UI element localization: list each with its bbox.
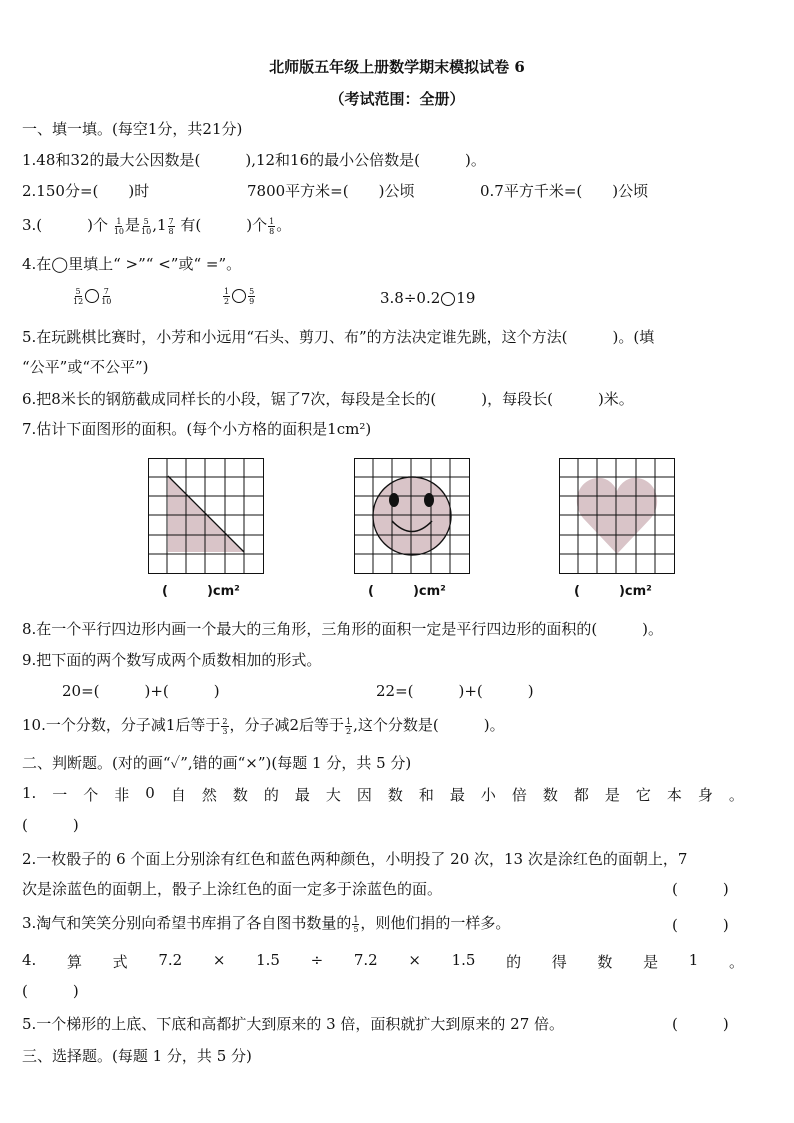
- q3-text-a: 3.( )个: [22, 216, 109, 234]
- eye-left: [389, 493, 399, 507]
- section-3-heading: 三、选择题。(每题 1 分，共 5 分): [22, 1047, 252, 1065]
- judge-question-1: 1. 一 个 非 0 自 然 数 的 最 大 因 数 和 最 小 倍 数 都 是 它 本 身 。: [22, 784, 744, 804]
- fraction: $\frac{2}{3}$: [222, 716, 228, 736]
- judge-answer-1[interactable]: ( ): [22, 816, 79, 834]
- judge-answer-2[interactable]: ( ): [672, 880, 729, 898]
- grid-figure-triangle: [148, 458, 264, 574]
- judge-question-2-line2: 次是涂蓝色的面朝上，骰子上涂红色的面一定多于涂蓝色的面。: [22, 880, 443, 898]
- compare-circle[interactable]: [441, 292, 455, 306]
- q3-text-b: 是: [125, 216, 141, 234]
- judge-answer-3[interactable]: ( ): [672, 916, 729, 934]
- smiley-face: [373, 477, 451, 555]
- compare-item-3: 3.8÷0.2 19: [380, 289, 476, 307]
- q9-part-a: 20=( )+( ): [62, 682, 220, 700]
- fraction: $\frac{1}{8}$: [269, 216, 275, 236]
- judge-question-3: 3.淘气和笑笑分别向希望书库捐了各自图书数量的 $\frac{1}{5}$ ，则他们捐的一样多。: [22, 914, 511, 934]
- question-1-5-line1: 5.在玩跳棋比赛时，小芳和小远用“石头、剪刀、布”的方法决定谁先跳，这个方法( )。(填: [22, 328, 655, 346]
- area-answer-1: ( )cm²: [162, 584, 240, 599]
- fraction: $\frac{1}{10}$: [113, 216, 124, 236]
- eye-right: [424, 493, 434, 507]
- section-2-heading: 二、判断题。(对的画“✓”,错的画“×”)(每题 1 分，共 5 分): [22, 754, 412, 772]
- compare-circle[interactable]: [232, 289, 246, 303]
- grid-figure-heart: [559, 458, 675, 574]
- section-1-heading: 一、填一填。(每空1分，共21分): [22, 120, 243, 138]
- question-1-2: [22, 180, 149, 201]
- q3-text-c: ,1: [152, 216, 167, 234]
- question-1-3: [22, 214, 291, 236]
- judge-answer-5[interactable]: ( ): [672, 1015, 729, 1033]
- question-1-9: 9.把下面的两个数写成两个质数相加的形式。: [22, 651, 322, 669]
- question-1-8: 8.在一个平行四边形内画一个最大的三角形，三角形的面积一定是平行四边形的面积的( )。: [22, 620, 664, 638]
- question-1-7: 7.估计下面图形的面积。(每个小方格的面积是1cm²): [22, 420, 372, 438]
- heart-shape: [577, 478, 657, 554]
- area-answer-3: ( )cm²: [574, 584, 652, 599]
- q2-part-c: 0.7平方千米=( )公顷: [480, 182, 649, 200]
- compare-circle[interactable]: [85, 289, 99, 303]
- judge-question-4: 4. 算 式 7.2 × 1.5 ÷ 7.2 × 1.5 的 得 数 是 1 。: [22, 951, 744, 971]
- q9-part-b: 22=( )+( ): [376, 682, 534, 700]
- judge-question-2-line1: 2.一枚骰子的 6 个面上分别涂有红色和蓝色两种颜色，小明投了 20 次，13 次是涂红色的面朝上，7: [22, 850, 688, 868]
- q2-part-a: 2.150分=( )时: [22, 182, 150, 200]
- question-1-6: 6.把8米长的钢筋截成同样长的小段，锯了7次，每段是全长的( )，每段长( )米。: [22, 390, 634, 408]
- page-title: 北师版五年级上册数学期末模拟试卷 6: [269, 58, 525, 76]
- question-1-5-line2: “公平”或“不公平”): [22, 358, 149, 376]
- compare-item-1: $\frac{5}{12}$ $\frac{7}{10}$: [73, 286, 112, 306]
- fraction: $\frac{7}{8}$: [168, 216, 174, 236]
- grid-figure-smiley: [354, 458, 470, 574]
- compare-item-2: $\frac{1}{2}$ $\frac{5}{9}$: [224, 286, 255, 306]
- question-1-10: [22, 714, 505, 736]
- area-answer-2: ( )cm²: [368, 584, 446, 599]
- fraction: $\frac{1}{5}$: [353, 914, 359, 934]
- question-1-4: 4.在◯里填上“ >”“ <”或“ =”。: [22, 255, 242, 273]
- question-1-1: 1.48和32的最大公因数是( ),12和16的最小公倍数是( )。: [22, 151, 486, 169]
- q10-text-c: ,这个分数是( )。: [353, 716, 505, 734]
- judge-answer-4[interactable]: ( ): [22, 982, 79, 1000]
- q3-text-d: 有( )个: [180, 216, 268, 234]
- q2-part-b: 7800平方米=( )公顷: [247, 182, 415, 200]
- page-subtitle: （考试范围：全册）: [329, 90, 465, 108]
- judge-question-5: 5.一个梯形的上底、下底和高都扩大到原来的 3 倍，面积就扩大到原来的 27 倍。: [22, 1015, 565, 1033]
- fraction: $\frac{1}{2}$: [346, 716, 352, 736]
- q10-text-a: 10.一个分数，分子减1后等于: [22, 716, 221, 734]
- fraction: $\frac{5}{10}$: [141, 216, 152, 236]
- q10-text-b: ，分子减2后等于: [229, 716, 345, 734]
- q3-text-e: 。: [276, 216, 292, 234]
